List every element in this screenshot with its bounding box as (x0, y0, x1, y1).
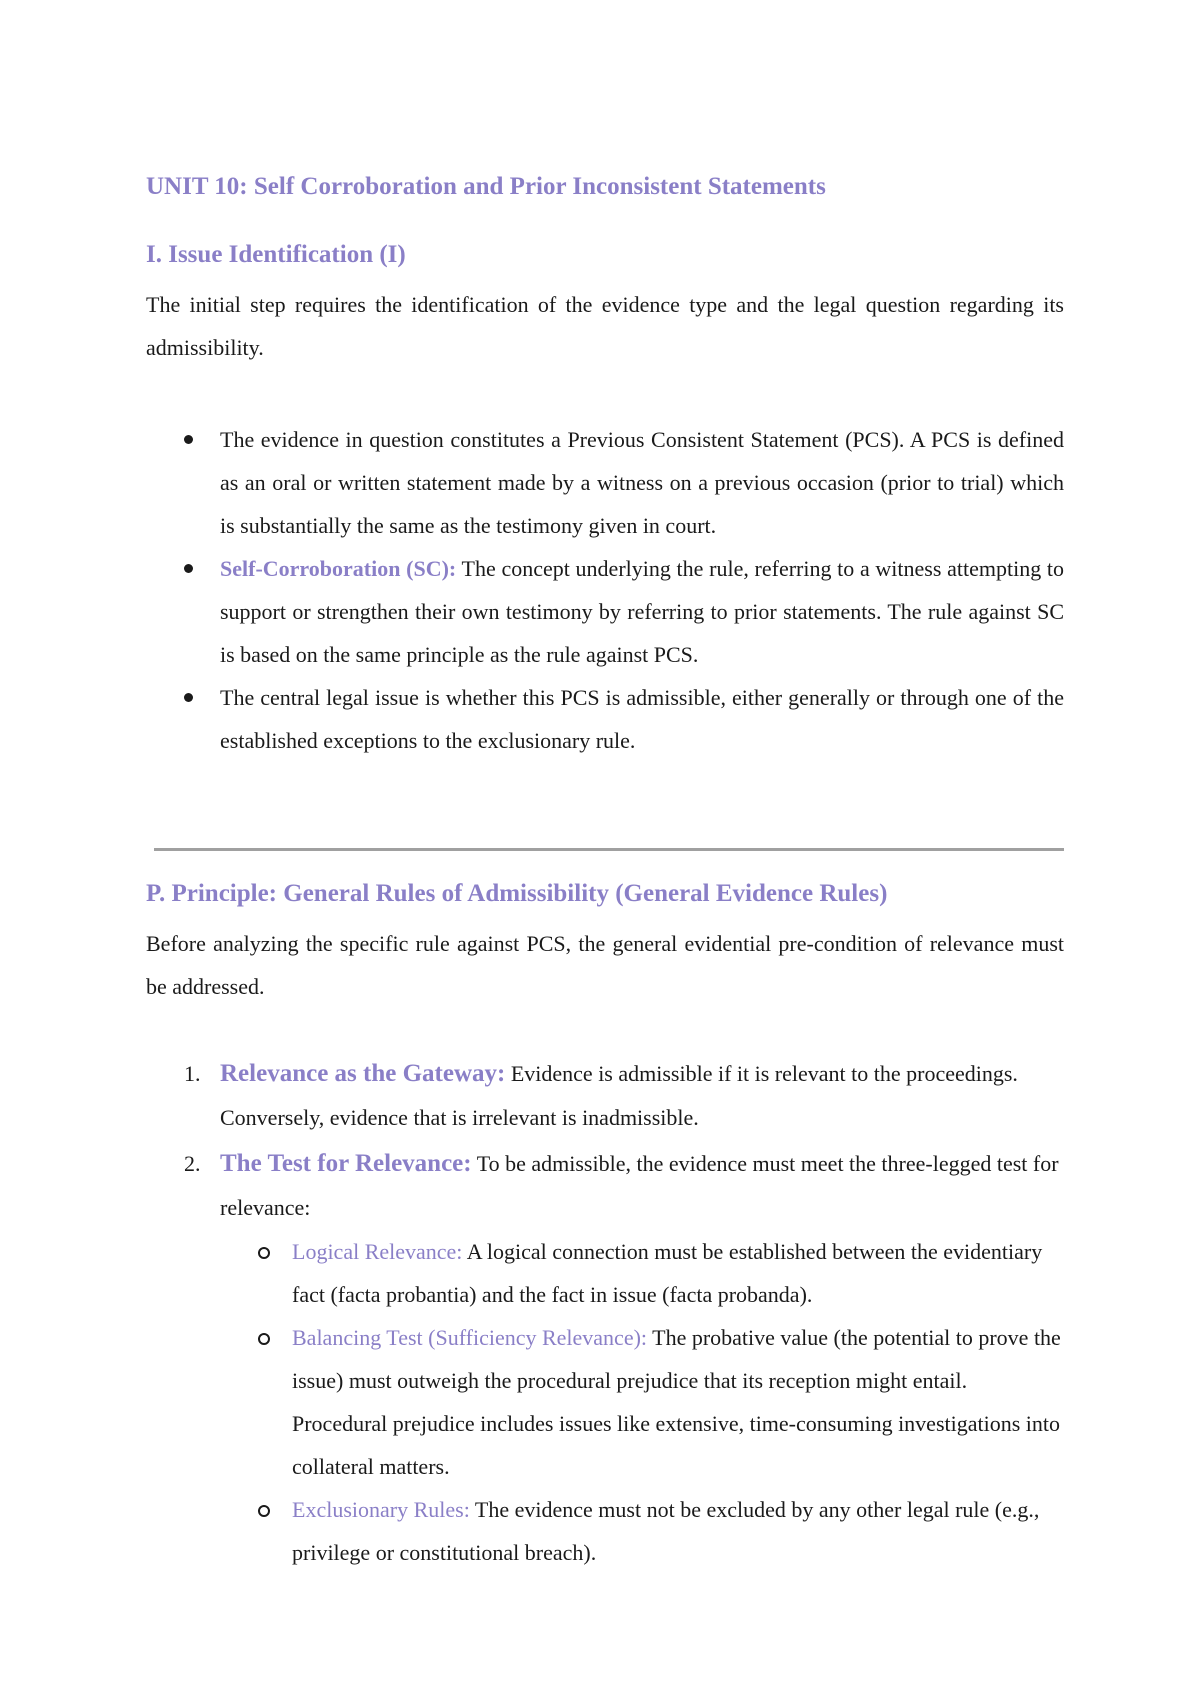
section-intro-principle: Before analyzing the specific rule against PCS, the general evidential pre-condition of relevance must be addressed. (146, 931, 1064, 999)
item-lead: The Test for Relevance: (220, 1150, 472, 1177)
bullet-text: The concept underlying the rule, referring to a witness attempting to support or strengthen their own testimony by referring to prior statements. The rule against SC is based on the same principle as the rule against PCS. (220, 556, 1065, 667)
list-number: 1. (184, 1061, 201, 1086)
item-lead: Relevance as the Gateway: (220, 1060, 506, 1087)
sub-item-lead: Balancing Test (Sufficiency Relevance): (292, 1325, 648, 1350)
bullet-icon (184, 693, 193, 702)
sub-list-item (220, 1316, 1064, 1488)
sub-item-lead: Logical Relevance: (292, 1239, 463, 1264)
list-item (146, 547, 1064, 676)
sub-item-text: The probative value (the potential to prove the issue) must outweigh the procedural prejudice that its reception might entail. Procedural prejudice includes issues like extensive, time-consuming investigations into collateral matters. (292, 1325, 1061, 1479)
bullet-icon (184, 435, 193, 444)
bullet-icon (184, 564, 193, 573)
hollow-bullet-icon (258, 1505, 270, 1517)
list-number: 2. (184, 1151, 201, 1176)
list-item (146, 676, 1064, 762)
bullet-lead: Self-Corroboration (SC): (220, 556, 457, 581)
principle-numbered-list (146, 1052, 1064, 1574)
section-intro-issue: The initial step requires the identification of the evidence type and the legal question regarding its admissibility. (146, 292, 1064, 360)
sub-list-item (220, 1488, 1064, 1574)
horizontal-divider (154, 848, 1064, 851)
sub-item-text: The evidence must not be excluded by any other legal rule (e.g., privilege or constitutional breach). (292, 1497, 1040, 1565)
bullet-text: The central legal issue is whether this PCS is admissible, either generally or through one of the established exceptions to the exclusionary rule. (220, 685, 1064, 753)
item-text: To be admissible, the evidence must meet the three-legged test for relevance: (220, 1151, 1059, 1220)
sub-list-item (220, 1230, 1064, 1316)
list-item (146, 418, 1064, 547)
hollow-bullet-icon (258, 1247, 270, 1259)
item-text: Evidence is admissible if it is relevant to the proceedings. Conversely, evidence that is irrelevant is inadmissible. (220, 1061, 1018, 1130)
document-title: UNIT 10: Self Corroboration and Prior Inconsistent Statements (146, 173, 826, 200)
section-heading-principle: P. Principle: General Rules of Admissibility (General Evidence Rules) (146, 880, 888, 907)
sub-item-text: A logical connection must be established between the evidentiary fact (facta probantia) and the fact in issue (facta probanda). (292, 1239, 1043, 1307)
list-item (146, 1142, 1064, 1574)
list-item (146, 1052, 1064, 1140)
sub-item-lead: Exclusionary Rules: (292, 1497, 470, 1522)
relevance-test-sublist (220, 1230, 1064, 1574)
section-heading-issue: I. Issue Identification (I) (146, 241, 406, 268)
hollow-bullet-icon (258, 1333, 270, 1345)
issue-bullet-list (146, 418, 1064, 762)
bullet-text: The evidence in question constitutes a Previous Consistent Statement (PCS). A PCS is defined as an oral or written statement made by a witness on a previous occasion (prior to trial) which is substantially the same as the testimony given in court. (220, 427, 1064, 538)
